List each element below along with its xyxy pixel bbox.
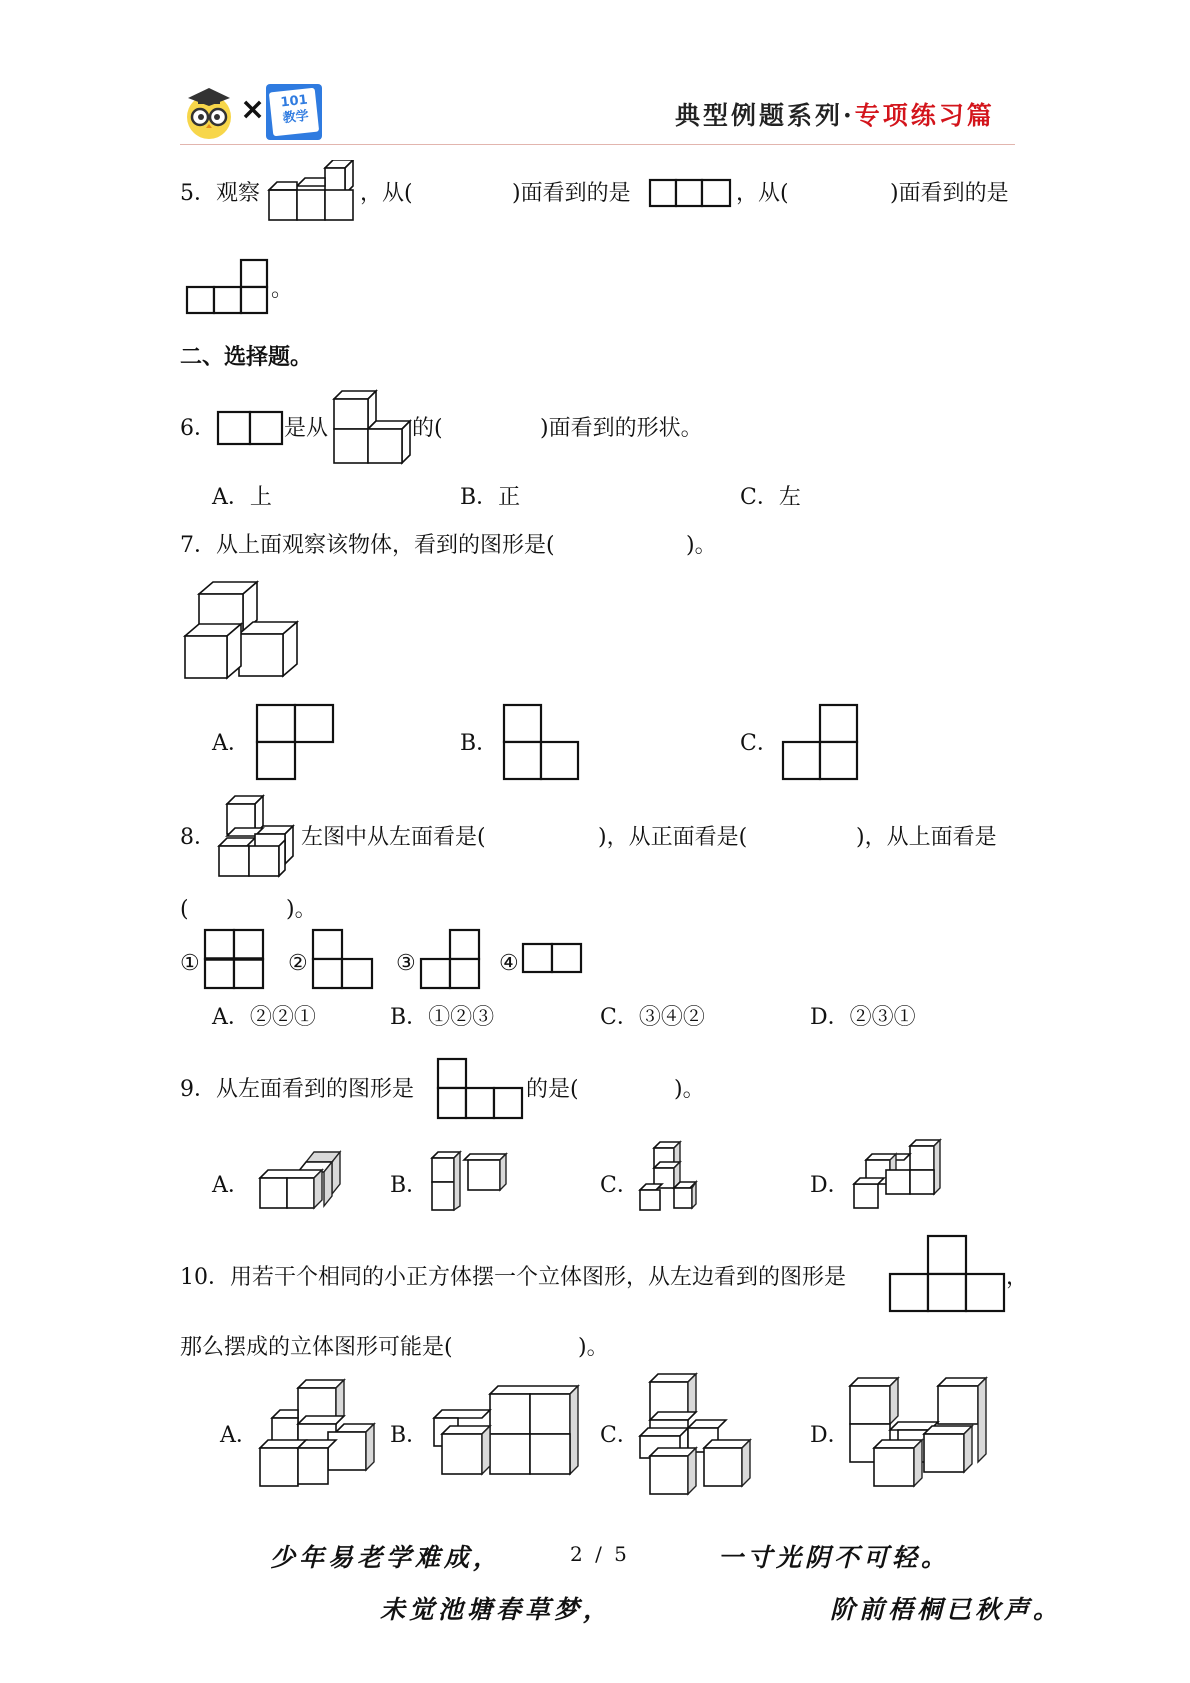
header-title	[675, 96, 995, 132]
q5-end: 。	[271, 277, 294, 302]
q6-text-3: )面看到的形状。	[540, 416, 703, 441]
q8-fig-2	[311, 928, 375, 990]
q5-text-1: ，从(	[360, 181, 413, 206]
q9-option-b-figure[interactable]	[430, 1148, 510, 1214]
q10-option-c-figure[interactable]	[638, 1370, 752, 1496]
q10-text: 10．用若干个相同的小正方体摆一个立体图形，从左边看到的图形是	[180, 1265, 846, 1290]
q6-text-1: 是从	[284, 416, 329, 441]
q6-option-a[interactable]: A．上	[212, 485, 272, 510]
footer-poem-line-1a: 少年易老学难成，	[270, 1543, 503, 1572]
q10-comma: ，	[1006, 1265, 1029, 1290]
q6-text-2: 的(	[412, 416, 443, 441]
footer-poem-line-2b: 阶前梧桐已秋声。	[830, 1595, 1063, 1624]
q10-option-c[interactable]: C．	[600, 1423, 639, 1448]
footer-poem-line-2a: 未觉池塘春草梦，	[380, 1595, 613, 1624]
q7-option-a[interactable]: A．	[212, 731, 250, 756]
q8-option-c[interactable]: C．③④②	[600, 1005, 705, 1030]
q7-option-c[interactable]: C．	[740, 731, 779, 756]
q9-text-2: )。	[674, 1077, 705, 1102]
q6-option-c[interactable]: C．左	[740, 485, 801, 510]
q8-fig-1	[203, 928, 265, 990]
q8-fig-label-3: ③	[396, 951, 416, 976]
logo-badge-text: 101 教学	[279, 92, 310, 127]
q7-option-b-figure[interactable]	[502, 703, 582, 781]
q8-text-2: )，从正面看是(	[598, 825, 748, 850]
section-2-title: 二、选择题。	[180, 345, 313, 370]
q6-number: 6．	[180, 416, 216, 441]
logo-times-sign: ×	[240, 92, 266, 127]
q10-option-b-figure[interactable]	[432, 1382, 582, 1480]
q8-option-b[interactable]: B．①②③	[390, 1005, 495, 1030]
q8-text-1: 左图中从左面看是(	[301, 825, 486, 850]
q10-option-d[interactable]: D．	[810, 1423, 850, 1448]
q8-fig-4	[521, 942, 583, 974]
q8-cube-figure	[217, 790, 301, 880]
q9-text: 9．从左面看到的图形是	[180, 1077, 414, 1102]
q9-option-c[interactable]: C．	[600, 1173, 639, 1198]
page-number: 2 / 5	[570, 1542, 630, 1566]
q9-option-b[interactable]: B．	[390, 1173, 429, 1198]
q8-option-d[interactable]: D．②③①	[810, 1005, 916, 1030]
q5-text-3: ，从(	[736, 181, 789, 206]
q8-text-3: )，从上面看是	[856, 825, 997, 850]
owl-logo-icon	[180, 84, 238, 140]
q5-text-2: )面看到的是	[512, 181, 631, 206]
q9-option-a[interactable]: A．	[212, 1173, 250, 1198]
header-divider	[180, 144, 1015, 145]
q9-text-1: 的是(	[526, 1077, 579, 1102]
q8-number: 8．	[180, 825, 216, 850]
q9-view-figure	[436, 1057, 526, 1121]
q7-end: )。	[686, 533, 717, 558]
q10-option-a[interactable]: A．	[220, 1423, 258, 1448]
q9-option-d[interactable]: D．	[810, 1173, 850, 1198]
q10-view-figure	[888, 1234, 1006, 1314]
q5-text-4: )面看到的是	[890, 181, 1009, 206]
101-logo-icon	[266, 84, 322, 140]
q8-line2-close: )。	[286, 897, 317, 922]
header-title-topic: 专项练习篇	[854, 101, 995, 130]
q10-option-b[interactable]: B．	[390, 1423, 429, 1448]
q9-option-a-figure[interactable]	[258, 1150, 342, 1214]
q7-text: 7．从上面观察该物体，看到的图形是(	[180, 533, 555, 558]
q10-option-d-figure[interactable]	[848, 1374, 988, 1490]
q5-view-l-shape	[185, 258, 271, 316]
q8-fig-3	[419, 928, 481, 990]
q8-fig-label-2: ②	[288, 951, 308, 976]
q7-option-b[interactable]: B．	[460, 731, 499, 756]
q5-cube-figure	[265, 160, 357, 225]
q7-cube-figure	[183, 580, 299, 682]
q6-view-two-squares	[216, 410, 284, 446]
q9-option-c-figure[interactable]	[638, 1140, 698, 1214]
q10-line2-close: )。	[578, 1335, 609, 1360]
footer-poem-line-1b: 一寸光阴不可轻。	[718, 1543, 951, 1572]
q7-option-c-figure[interactable]	[781, 703, 861, 781]
q8-line2-open: (	[180, 897, 189, 922]
q10-option-a-figure[interactable]	[258, 1376, 376, 1488]
q6-option-b[interactable]: B．正	[460, 485, 521, 510]
q9-option-d-figure[interactable]	[852, 1138, 942, 1214]
header-title-dot: ·	[843, 101, 855, 130]
q6-cube-figure	[332, 387, 412, 467]
q8-fig-label-4: ④	[499, 951, 519, 976]
header	[0, 0, 1190, 150]
q5-view-three-squares	[648, 178, 734, 208]
q7-option-a-figure[interactable]	[255, 703, 337, 781]
q10-line2-text: 那么摆成的立体图形可能是(	[180, 1335, 453, 1360]
q8-fig-label-1: ①	[180, 951, 200, 976]
q5-number: 5．观察	[180, 181, 260, 206]
header-title-series: 典型例题系列	[675, 101, 844, 130]
q8-option-a[interactable]: A．②②①	[212, 1005, 316, 1030]
